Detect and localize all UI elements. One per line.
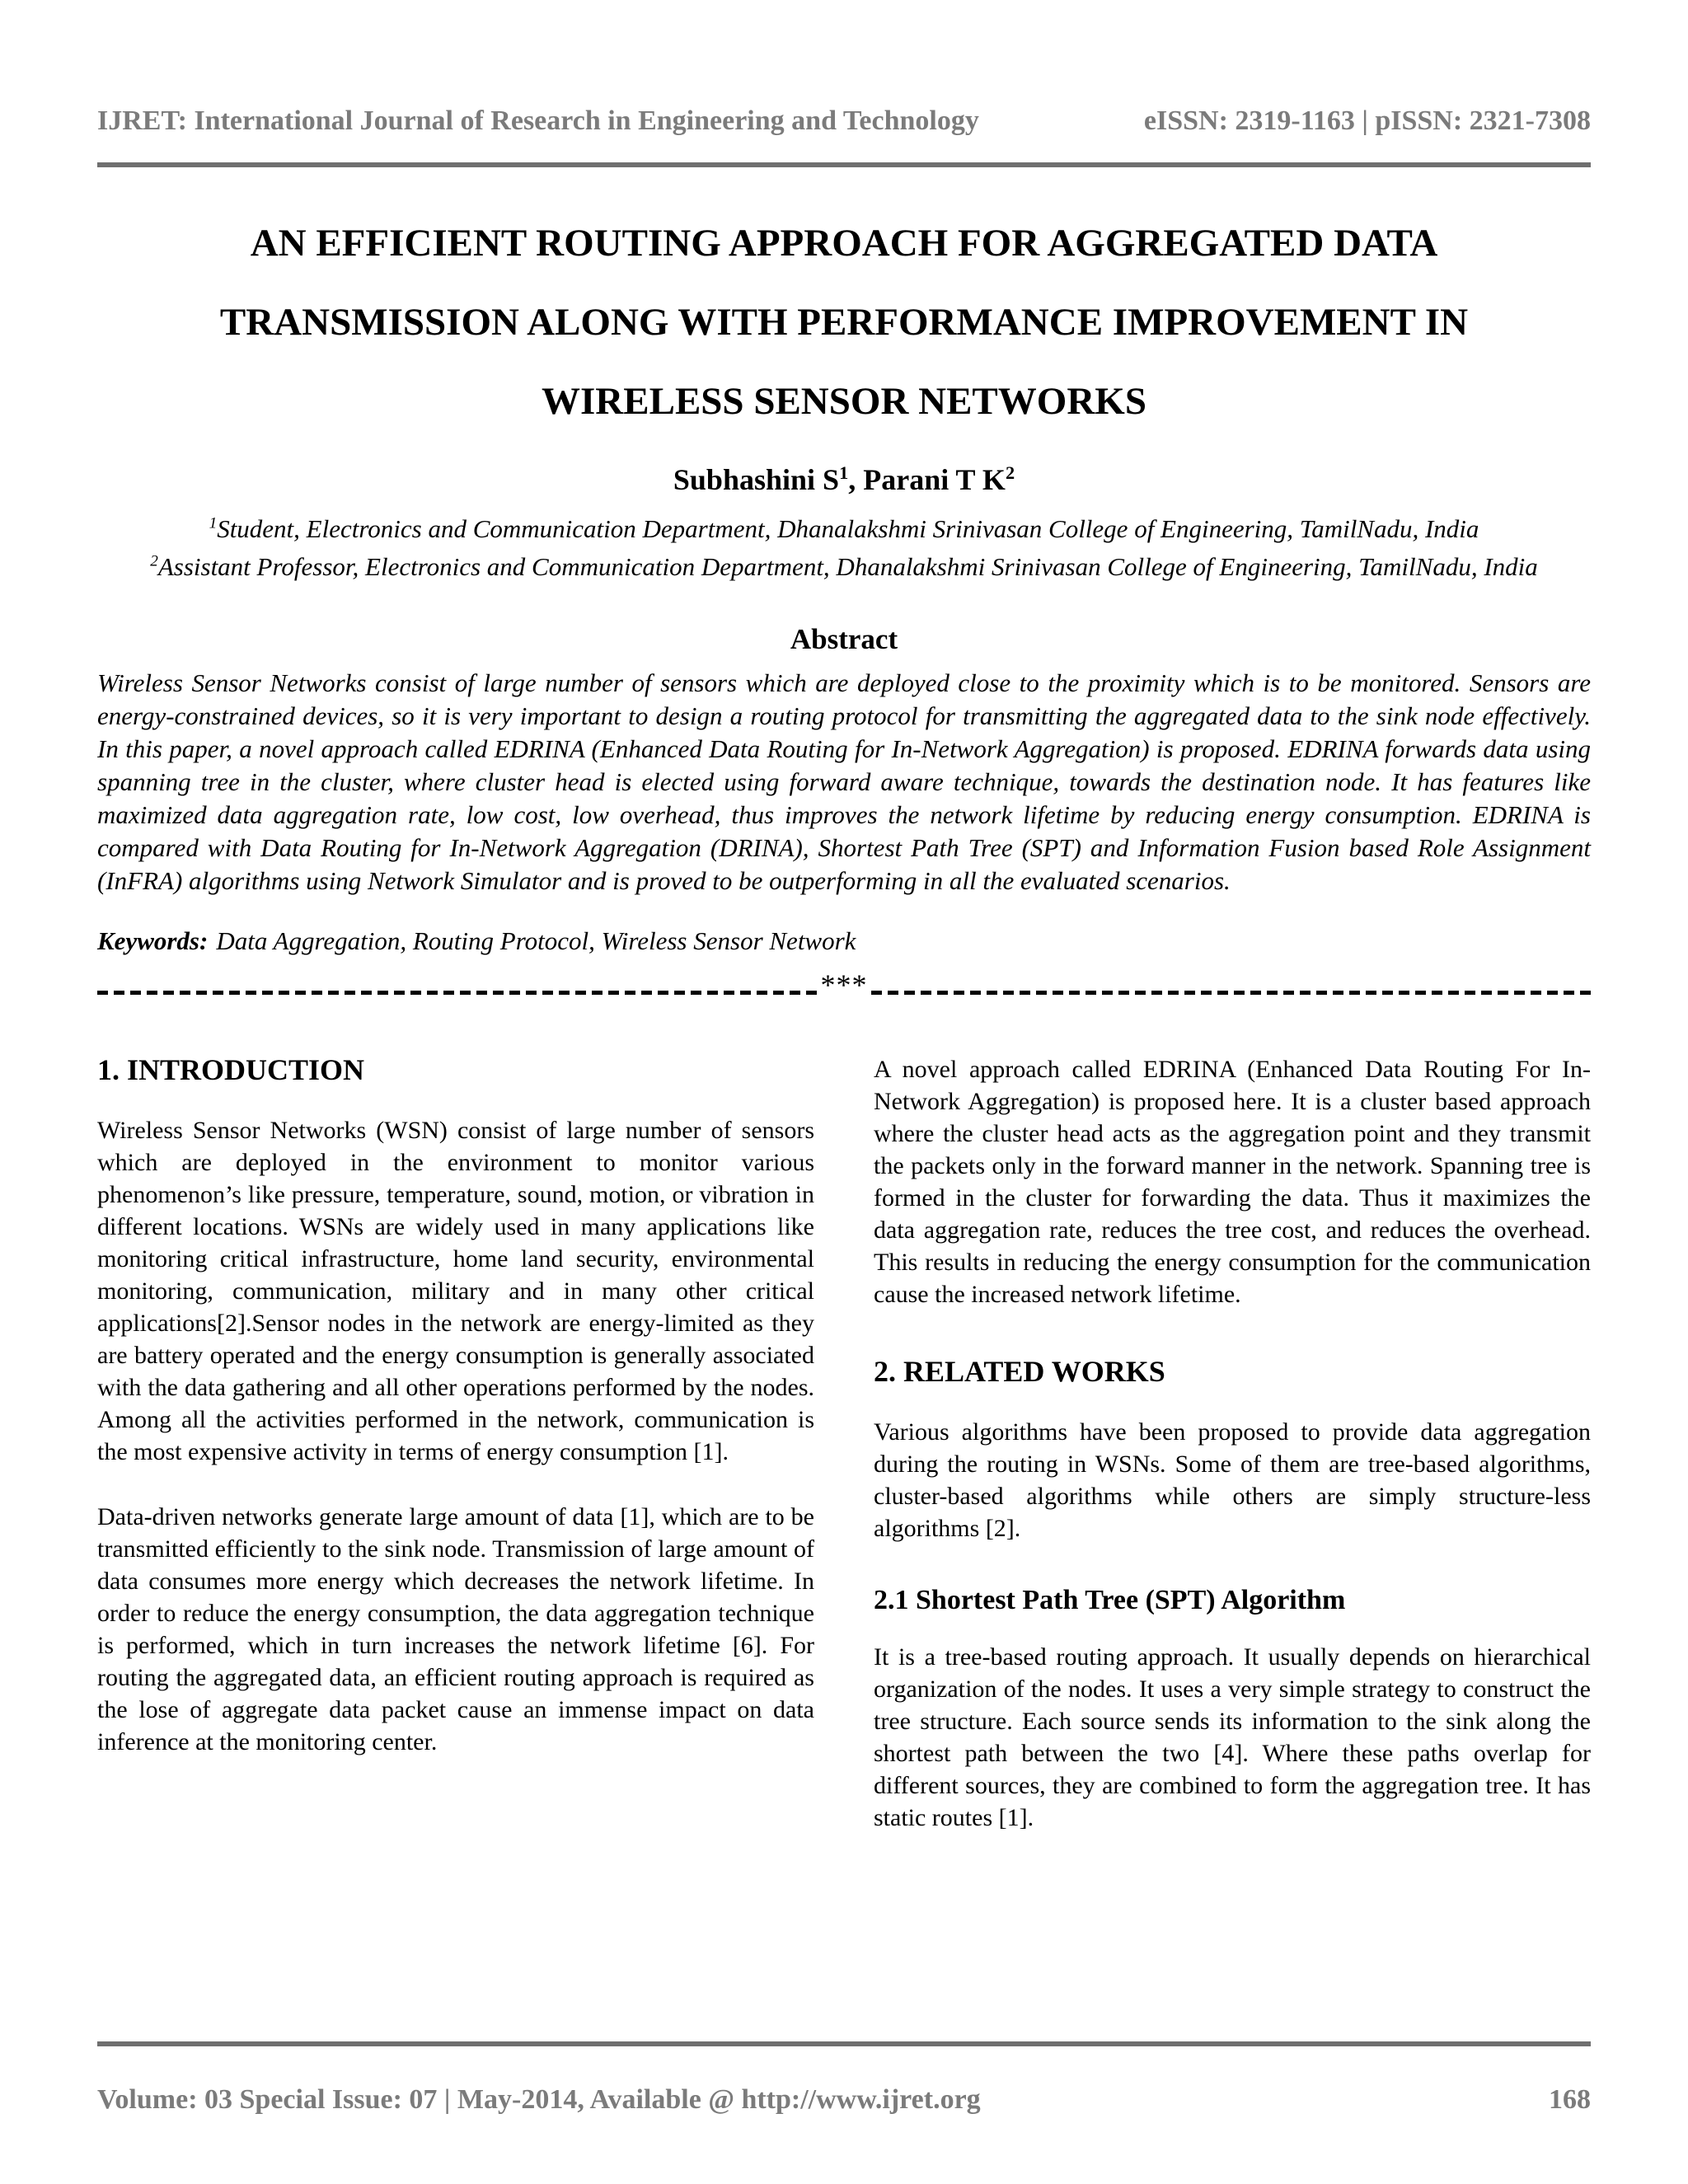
author-2: Parani T K xyxy=(863,463,1006,497)
author-2-superscript: 2 xyxy=(1005,462,1015,484)
authors-line xyxy=(97,462,1591,498)
paper-title-line-2: TRANSMISSION ALONG WITH PERFORMANCE IMPROVEMENT IN xyxy=(219,301,1469,344)
body-columns xyxy=(97,1053,1591,1833)
abstract-heading: Abstract xyxy=(790,622,898,655)
left-column xyxy=(97,1053,814,1833)
separator-stars: *** xyxy=(820,968,868,1002)
author-1: Subhashini S xyxy=(673,463,840,497)
paper-title-line-3: WIRELESS SENSOR NETWORKS xyxy=(542,380,1146,424)
subsection-heading-spt: 2.1 Shortest Path Tree (SPT) Algorithm xyxy=(874,1584,1346,1615)
footer-row xyxy=(97,2084,1591,2115)
separator-dashes-left xyxy=(97,991,818,995)
keywords-line xyxy=(97,926,1591,956)
header-rule xyxy=(97,162,1591,167)
affiliation-2 xyxy=(97,548,1591,586)
affiliation-1 xyxy=(97,510,1591,548)
related-works-paragraph: Various algorithms have been proposed to provide data aggregation during the routing in WSNs. Some of them are tree-based algorithms, cluster-based algorithms while others are simply structure-less algorithms [2]. xyxy=(874,1418,1591,1542)
paper-title-line-1: AN EFFICIENT ROUTING APPROACH FOR AGGREGATED DATA xyxy=(250,222,1438,265)
spt-paragraph: It is a tree-based routing approach. It usually depends on hierarchical organization of the nodes. It uses a very simple strategy to construct the tree structure. Each source sends its information to the sink along the shortest path between the two [4]. Where these paths overlap for different sources, they are combined to form the aggregation tree. It has static routes [1]. xyxy=(874,1643,1591,1831)
keywords-label: Keywords: xyxy=(97,926,209,956)
intro-paragraph-2: Data-driven networks generate large amount of data [1], which are to be transmitted efficiently to the sink node. Transmission of large amount of data consumes more energy which decreases the network lifetime. In order to reduce the energy consumption, the data aggregation technique is performed, which in turn increases the network lifetime [6]. For routing the aggregated data, an efficient routing approach is required as the lose of aggregate data packet cause an immense impact on data inference at the monitoring center. xyxy=(97,1502,814,1755)
affiliations-block xyxy=(97,510,1591,586)
affiliation-2-text: Assistant Professor, Electronics and Communication Department, Dhanalakshmi Srinivasan College of Engineering, TamilNadu, India xyxy=(157,551,1538,581)
abstract-text: Wireless Sensor Networks consist of large number of sensors which are deployed close to the proximity which is to be monitored. Sensors are energy-constrained devices, so it is very important to design a routing protocol for transmitting the aggregated data to the sink node effectively. In this paper, a novel approach called EDRINA (Enhanced Data Routing for In-Network Aggregation) is proposed. EDRINA forwards data using spanning tree in the cluster, where cluster head is elected using forward aware technique, towards the destination node. It has features like maximized data aggregation rate, low cost, low overhead, thus improves the network lifetime by reducing energy consumption. EDRINA is compared with Data Routing for In-Network Aggregation (DRINA), Shortest Path Tree (SPT) and Information Fusion based Role Assignment (InFRA) algorithms using Network Simulator and is proved to be outperforming in all the evaluated scenarios. xyxy=(97,668,1591,896)
edrina-paragraph: A novel approach called EDRINA (Enhanced Data Routing For In-Network Aggregation) is proposed here. It is a cluster based approach where the cluster head acts as the aggregation point and they transmit the packets only in the forward manner in the network. Spanning tree is formed in the cluster for forwarding the data. Thus it maximizes the data aggregation rate, reduces the tree cost, and reduces the overhead. This results in reducing the energy consumption for the communication cause the increased network lifetime. xyxy=(874,1056,1591,1309)
section-separator xyxy=(97,968,1591,1007)
right-column xyxy=(874,1053,1591,1833)
separator-dashes-right xyxy=(871,991,1592,995)
issn-numbers: eISSN: 2319-1163 | pISSN: 2321-7308 xyxy=(1143,105,1591,136)
authors-separator: , xyxy=(848,463,864,497)
journal-header xyxy=(97,105,1591,136)
footer-volume-info: Volume: 03 Special Issue: 07 | May-2014, Available @ http://www.ijret.org xyxy=(97,2083,981,2115)
paper-title xyxy=(97,204,1591,441)
section-heading-related-works: 2. RELATED WORKS xyxy=(874,1355,1165,1389)
footer-page-number: 168 xyxy=(1549,2083,1591,2115)
page-footer xyxy=(97,2041,1591,2115)
section-heading-introduction: 1. INTRODUCTION xyxy=(97,1053,365,1087)
affiliation-1-text: Student, Electronics and Communication Department, Dhanalakshmi Srinivasan College of Engineering, TamilNadu, India xyxy=(217,513,1479,543)
footer-rule xyxy=(97,2041,1591,2046)
journal-name: IJRET: International Journal of Research in Engineering and Technology xyxy=(97,105,979,136)
affiliation-1-superscript: 1 xyxy=(209,514,218,532)
keywords-text: Data Aggregation, Routing Protocol, Wireless Sensor Network xyxy=(216,926,856,956)
affiliation-2-superscript: 2 xyxy=(150,552,158,570)
author-1-superscript: 1 xyxy=(839,462,849,484)
intro-paragraph-1: Wireless Sensor Networks (WSN) consist of large number of sensors which are deployed in the environment to monitor various phenomenon’s like pressure, temperature, sound, motion, or vibration in different locations. WSNs are widely used in many applications like monitoring critical infrastructure, home land security, environmental monitoring, communication, military and in many other critical applications[2].Sensor nodes in the network are energy-limited as they are battery operated and the energy consumption is generally associated with the data gathering and all other operations performed by the nodes. Among all the activities performed in the network, communication is the most expensive activity in terms of energy consumption [1]. xyxy=(97,1116,814,1465)
